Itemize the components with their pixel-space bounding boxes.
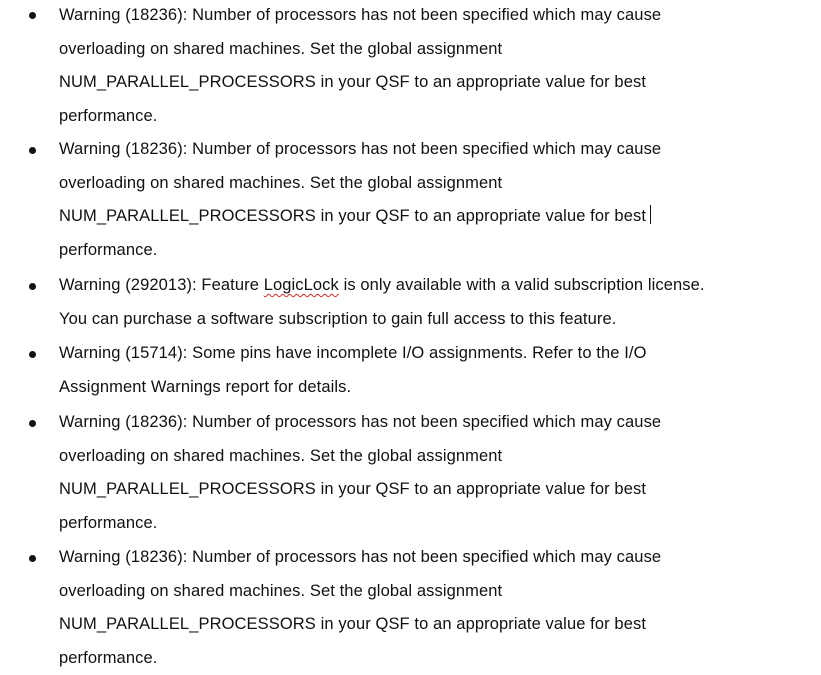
bullet-dot-icon [29,12,36,19]
warning-text[interactable] [59,133,759,267]
text-line: Assignment Warnings report for details. [59,377,352,396]
text-line: You can purchase a software subscription to gain full access to this feature. [59,309,617,328]
text-line: performance. [59,106,158,125]
text-line: Warning (18236): Number of processors has not been specified which may cause [59,140,662,158]
text-line: performance. [59,240,158,259]
bullet-dot-icon [29,420,36,427]
text-line: Warning (18236): Number of processors has not been specified which may cause [59,413,662,431]
text-line-with-cursor [59,200,759,234]
warning-text[interactable] [59,0,759,133]
spellcheck-misspelled-word[interactable]: LogicLock [263,276,339,294]
warning-text[interactable] [59,269,759,336]
bullet-dot-icon [29,283,36,290]
text-line: NUM_PARALLEL_PROCESSORS in your QSF to an appropriate value for best [59,207,647,226]
warning-text[interactable] [59,337,759,404]
text-line: performance. [59,513,158,532]
bullet-dot-icon [29,147,36,154]
text-line: NUM_PARALLEL_PROCESSORS in your QSF to an appropriate value for best [59,480,647,499]
bullet-dot-icon [29,555,36,562]
text-line: overloading on shared machines. Set the global assignment [59,446,503,465]
warning-text[interactable] [59,541,759,675]
text-line: overloading on shared machines. Set the global assignment [59,173,503,192]
warning-text[interactable] [59,406,759,540]
text-line: Warning (18236): Number of processors has not been specified which may cause [59,6,662,24]
text-line: Warning (15714): Some pins have incomplete I/O assignments. Refer to the I/O [59,344,647,362]
text-line: NUM_PARALLEL_PROCESSORS in your QSF to an appropriate value for best [59,73,647,92]
text-line: performance. [59,648,158,667]
text-line: overloading on shared machines. Set the global assignment [59,581,503,600]
text-line: Warning (18236): Number of processors has not been specified which may cause [59,548,662,566]
bullet-dot-icon [29,351,36,358]
text-line [59,269,759,303]
text-segment: Warning (292013): Feature [59,276,264,294]
text-segment: is only available with a valid subscription license. [338,276,705,294]
text-line: NUM_PARALLEL_PROCESSORS in your QSF to an appropriate value for best [59,615,647,634]
text-line: overloading on shared machines. Set the global assignment [59,39,503,58]
text-cursor [650,205,651,224]
